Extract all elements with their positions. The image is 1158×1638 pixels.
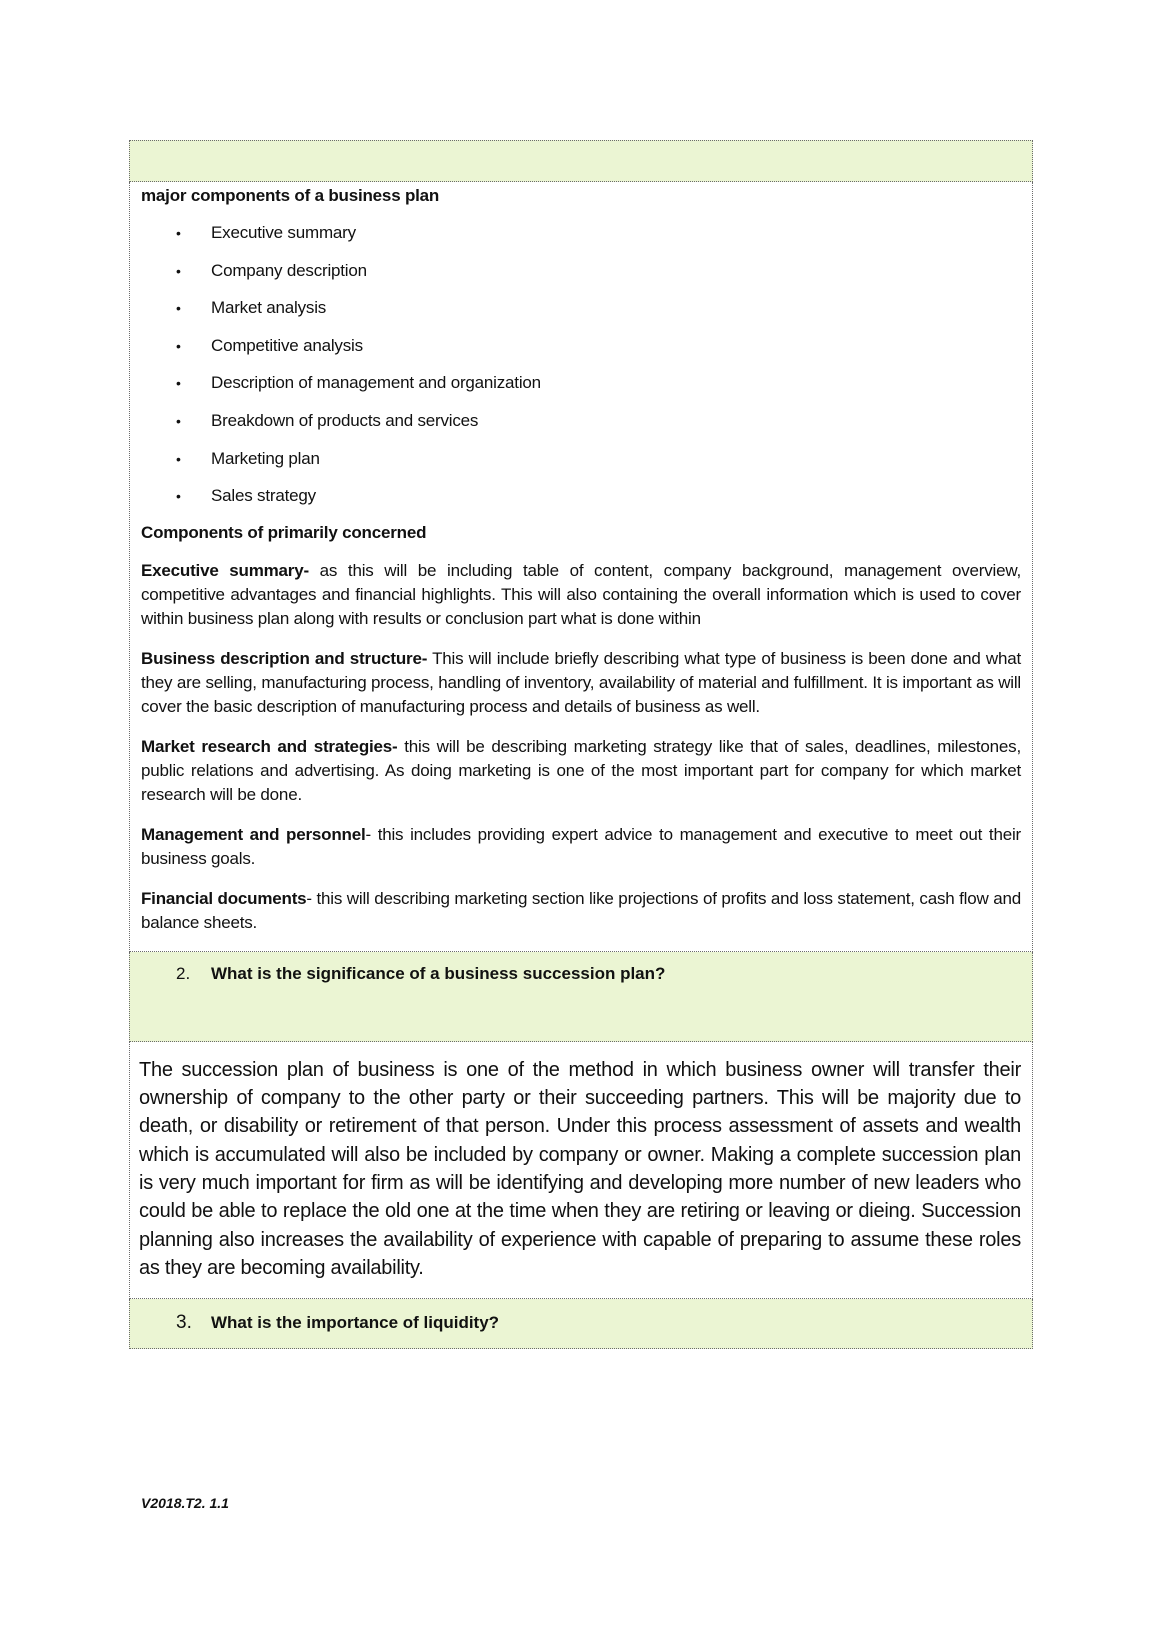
list-item-label: Breakdown of products and services [211,410,479,430]
paragraph-financial [141,887,1021,935]
question-3 [130,1311,1032,1335]
list-item [141,370,1021,396]
paragraph-text: - this includes providing expert advice to management and executive to meet out their business goals. [141,824,1021,868]
paragraph-label: Business description and structure- [141,648,428,668]
question-text: What is the significance of a business succession plan? [211,963,666,983]
section-heading: major components of a business plan [141,186,440,205]
components-list [141,220,1021,509]
paragraph-text: This will include briefly describing what type of business is been done and what they are selling, manufacturing process, handling of inventory, availability of material and fulfillment. It is important as will cover the basic description of manufacturing process and details of business as well. [141,648,1021,716]
bullet-icon: • [176,488,181,505]
bullet-icon: • [176,450,181,467]
list-item [141,220,1021,246]
bullet-icon: • [176,300,181,317]
list-item [141,333,1021,359]
paragraph-text: - this will describing marketing section like projections of profits and loss statement, cash flow and balance sheets. [141,888,1021,932]
list-item-label: Executive summary [211,223,356,242]
paragraph-management [141,823,1021,871]
list-item-label: Competitive analysis [211,335,363,355]
document-table [129,140,1033,1349]
table-header-row [129,140,1033,182]
concerned-heading: Components of primarily concerned [141,522,427,542]
list-item [141,295,1021,321]
list-item-label: Description of management and organization [211,373,541,393]
question-row-2 [129,952,1033,1042]
paragraph-text: as this will be including table of content, company background, management overview, competitive advantages and financial highlights. This will also containing the overall information which is used to cover within business plan along with results or conclusion part what is done within [141,560,1022,628]
bullet-icon: • [176,262,181,279]
list-item-label: Market analysis [211,298,327,318]
list-item [141,258,1021,284]
list-item-label: Marketing plan [211,448,320,468]
list-item [141,483,1021,509]
question-row-3 [129,1299,1033,1349]
question-2 [130,962,1032,986]
question-number: 3. [176,1312,192,1334]
question-text: What is the importance of liquidity? [211,1313,500,1333]
answer-text: The succession plan of business is one of the method in which business owner will transfer their ownership of company to the other party or their succeeding partners. This will be majority due to death, or disability or retirement of that person. Under this process assessment of assets and wealth which is accumulated will also be included by company or owner. Making a complete succession plan is very much important for firm as will be identifying and developing more number of new leaders who could be able to replace the old one at the time when they are retiring or leaving or dieing. Succession planning also increases the availability of experience with capable of preparing to assume these roles as they are becoming availability. [139,1058,1021,1279]
bullet-icon: • [176,375,181,392]
paragraph-label: Management and personnel [141,824,366,844]
bullet-icon: • [176,225,181,241]
list-item-label: Sales strategy [211,486,316,506]
paragraph-label: Financial documents [141,888,307,908]
paragraph-business-description [141,647,1021,719]
paragraph-label: Market research and strategies- [141,736,398,756]
version-footer: V2018.T2. 1.1 [141,1495,229,1511]
paragraph-text: this will be describing marketing strategy like that of sales, deadlines, milestones, public relations and advertising. As doing marketing is one of the most important part for company for which market research will be done. [141,736,1021,804]
bullet-icon: • [176,337,181,354]
question-number: 2. [176,963,191,983]
answer-row-2 [129,1042,1033,1299]
list-item-label: Company description [211,260,367,280]
bullet-icon: • [176,412,181,429]
list-item [141,446,1021,472]
list-item [141,408,1021,434]
answer-row-1 [129,182,1033,952]
paragraph-executive-summary [141,559,1021,631]
paragraph-market-research [141,735,1021,807]
paragraph-label: Executive summary- [141,560,309,580]
